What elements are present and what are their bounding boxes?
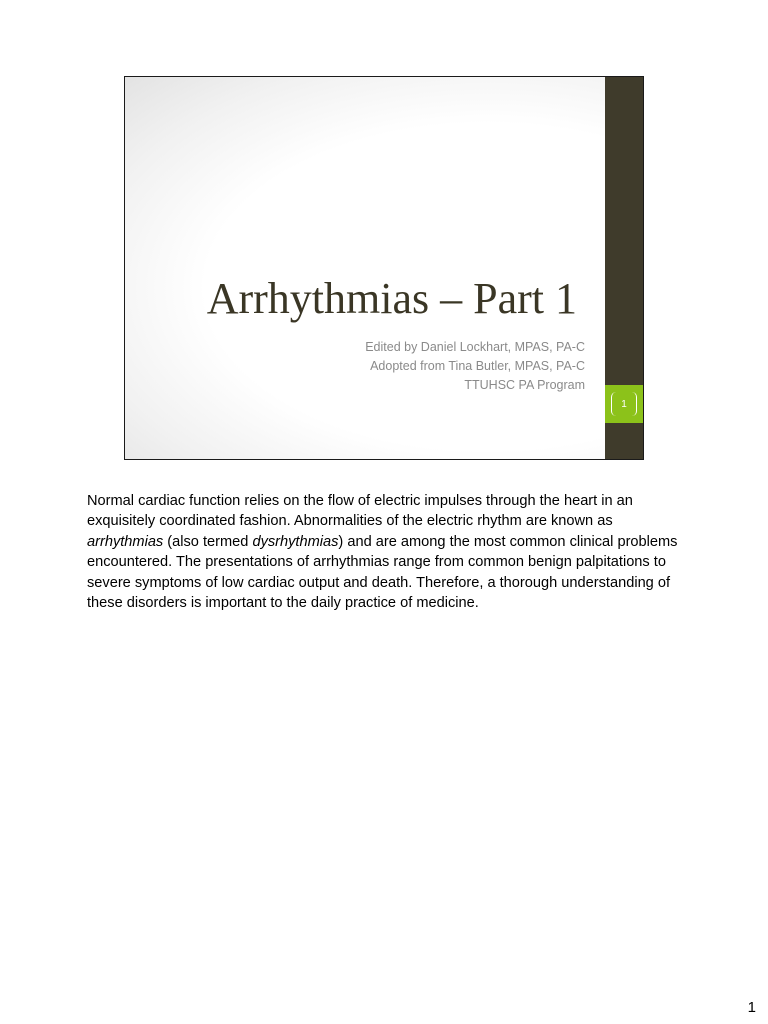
slide-number: 1 <box>621 398 627 410</box>
subtitle-line-source: Adopted from Tina Butler, MPAS, PA-C <box>370 359 585 373</box>
slide-thumbnail <box>124 76 644 460</box>
slide-number-badge <box>605 385 643 423</box>
notes-text-part2: (also termed <box>163 533 253 550</box>
subtitle-line-program: TTUHSC PA Program <box>464 378 585 392</box>
notes-term-dysrhythmias: dysrhythmias <box>252 533 339 550</box>
notes-text-part1: Normal cardiac function relies on the flow of electric impulses through the heart in an exquisitely coordinated fashion. Abnormalities of the electric rhythm are known as <box>87 493 633 530</box>
notes-paragraph <box>87 491 687 613</box>
subtitle-line-editor: Edited by Daniel Lockhart, MPAS, PA-C <box>365 340 585 354</box>
notes-text-part3: ) and are among the most common clinical problems encountered. The presentations of arrhythmias range from common benign palpitations to severe symptoms of low cardiac output and death. Therefore, a thorough understanding of these disorders is important to the daily practice of medicine. <box>87 533 678 612</box>
slide-title: Arrhythmias – Part 1 <box>206 274 577 323</box>
page-number: 1 <box>747 999 756 1016</box>
slide-number-bracket <box>611 392 637 416</box>
notes-term-arrhythmias: arrhythmias <box>87 533 164 550</box>
slide-subtitle <box>365 338 585 395</box>
